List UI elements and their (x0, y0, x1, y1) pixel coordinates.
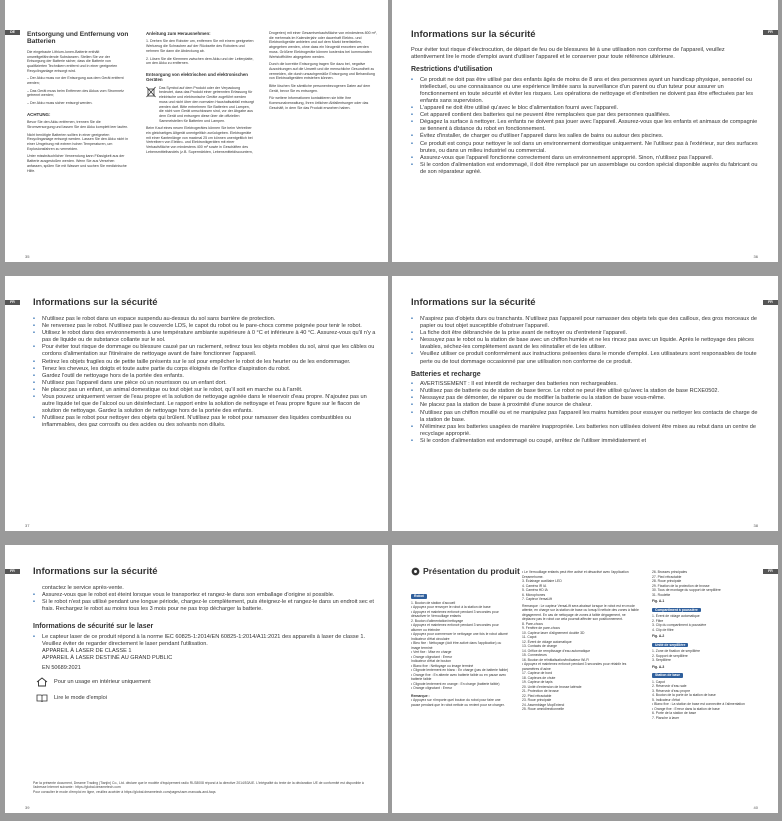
page-37 (5, 276, 388, 531)
crossed-bin-icon (146, 86, 156, 98)
page-title: Présentation du produit (423, 566, 520, 576)
indoor-text: Pour un usage en intérieur uniquement (54, 678, 151, 685)
list-item: 4. Clip de filtre (652, 627, 674, 632)
list-item: • Appuyez pour renvoyer le robot à la station de base (411, 605, 491, 609)
list-item: 2. Réservoir d'eau sale (652, 684, 687, 688)
list-item: • Appuyez sur n'importe quel bouton du robot pour faire une pause pendant que le robot nettoie ou revient pour se charger. (411, 698, 505, 707)
list-item: 5. Indicateur d'état (652, 697, 680, 702)
parts-column-3 (652, 570, 760, 720)
body-text (411, 316, 761, 445)
list-item: 7. Capteur VersaLift (522, 597, 552, 601)
subheading: ACHTUNG: (27, 111, 51, 117)
list-item: 3. Réservoir d'eau propre (652, 688, 691, 693)
body-text (411, 47, 759, 176)
list-item: • Tenez les cheveux, les doigts et toute autre partie du corps éloignés de l'orifice d'aspiration du robot. (33, 366, 378, 373)
page-number: 40 (753, 805, 758, 810)
list-item: • Orange clignotant : Erreur (411, 654, 453, 659)
list-item: 2. Bouton d'alimentation/nettoyage (411, 618, 464, 623)
list-item: • Orange clignotant : Erreur (411, 686, 453, 690)
list-item: 12. Évent de vidage automatique (522, 639, 572, 644)
list-item: 1. Capot (652, 679, 665, 684)
list-item: • Le capteur laser de ce produit répond à la norme IEC 60825-1:2014/EN 60825-1:2014/A11:2021 des appareils à laser de classe 1. Veuillez éviter de regarder directement le laser pendant l'utilisation. (33, 634, 378, 648)
list-item: 3. Clip du compartiment à poussière (652, 623, 707, 627)
section-header (411, 567, 521, 576)
subheading: Informations de sécurité sur le laser (33, 623, 154, 631)
list-item: • Clignote lentement en orange : En charge (batterie faible) (411, 681, 500, 686)
list-item: 19. Capteur de tapis (522, 680, 553, 684)
page-40 (392, 545, 778, 813)
subheading: Batteries et recharge (411, 370, 481, 378)
language-tab: FR (763, 30, 778, 35)
laser-standard: EN 50689:2021 (42, 665, 81, 672)
robot-vacuum-icon (411, 567, 420, 576)
parts-column-1 (411, 590, 509, 707)
list-item: 31. Roulette (652, 592, 671, 597)
figure-label: Fig. A-1 (652, 599, 665, 603)
list-item: 10. Capteur laser d'alignement double 3D (522, 630, 585, 635)
list-item: 16. Bouton de réinitialisation/indicateur Wi-Fi (522, 657, 590, 662)
list-item: Indicateur d'état de bouton (411, 659, 452, 663)
section-badge: Compartiment à poussière (652, 608, 701, 613)
list-item: • N'éliminez pas les batteries usagées de manière inappropriée. Les batteries non utilisées doivent être mises au rebut dans un centre de recyclage approprié. (411, 424, 761, 438)
list-item: • Le Verrouillage enfants peut être activé et désactivé avec l'application Dreamehome. (522, 570, 629, 579)
list-item: 6. Microphones (522, 592, 546, 597)
list-item: • Nessayez pas de démonter, de réparer ou de modifier la batterie ou la station de base vous-même. (411, 395, 761, 402)
page-38 (392, 276, 778, 531)
bullet-list (33, 634, 378, 648)
list-item: 29. Fixation de la protection de brosse (652, 583, 710, 588)
paragraph: – Der Akku muss vor der Entsorgung aus dem Gerät entfernt werden; (27, 76, 124, 86)
figure-label: Fig. A-3 (652, 664, 665, 669)
list-item: • Ce produit est conçu pour nettoyer le sol dans un environnement domestique uniquement. Ne l'utilisez pas à l'extérieur, sur des surfaces brutes, ou dans un milieu industriel ou commercial. (411, 141, 759, 155)
list-item: 30. Tous de montage du support de serpillière (652, 588, 721, 592)
language-tab: DE (5, 30, 20, 35)
text-column-2 (146, 31, 254, 158)
note-label: Remarque : (411, 693, 430, 698)
paragraph: Das Symbol auf dem Produkt oder der Verpackung bedeutet, dass das Produkt einer getrennten Erfassung für elektrische und elektronische Geräte zugeführt werden muss und nicht über den normalen Haushaltsabfall entsorgt werden darf. Bitte entnehmen Sie Batterien und Lampen, die nicht vom Gerät umschlossen sind, vor der Abgabe aus dem Gerät und entsorgen diese über die offiziellen Sammelstellen für Batterien und Lampen. (159, 85, 254, 123)
bullet-list (411, 316, 761, 366)
list-item: • Blanc fixe : Nettoyage ou image terminé (411, 663, 474, 668)
list-item: 1. Évent de vidage automatique (652, 614, 700, 618)
subheading: Anleitung zum Herausnehmen: (146, 31, 211, 36)
list-item: 9. Fenêtre de pare-chocs (522, 626, 560, 630)
list-item: 3. Éclairage auxiliaire LED (522, 579, 562, 583)
list-item: • L'appareil ne doit être utilisé qu'avec le bloc d'alimentation fourni avec l'appareil. (411, 105, 759, 112)
list-item: 21. Protection de brosse (522, 689, 559, 693)
list-item: 3. Serpillière (652, 658, 671, 662)
list-item: 25. Roue omnidirectionnelle (522, 707, 565, 711)
list-item: 13. Contacts de charge (522, 644, 558, 648)
language-tab: FR (5, 300, 20, 305)
list-item: 11. Capot (522, 635, 537, 639)
page-title: Informations sur la sécurité (411, 297, 536, 308)
subheading: Restrictions d'utilisation (411, 66, 493, 74)
list-item: • Orange fixe : Erreur dans la station de base (652, 706, 720, 711)
laser-class-label: APPAREIL À LASER DE CLASSE 1 (42, 648, 132, 655)
list-item: • Vert fixe : Mise en charge (411, 650, 452, 654)
paragraph: Bitte löschen Sie sämtliche personenbezogenen Daten auf dem Gerät, bevor Sie es entsorgen. (269, 84, 371, 93)
list-item: • Utilisez le robot dans des environnements à une température ambiante supérieure à 0 °C et inférieure à 40 °C. Assurez-vous qu'il n'y a pas de liquide ou de substance collante sur le sol. (33, 330, 378, 344)
paragraph: Beim Kauf eines neuen Elektrogerätes können Sie beim Vertreiber ein gleichartiges Altgerät unentgeltlich zurückgeben. Elektrogeräte mit einer Kantenlänge von maximal 25 cm können unentgeltlich bei Vertreibern von Elektro- und Elektronikgeräten mit einer Verkaufsfläche von mindestens 400 m² sowie in Geschäften des Lebensmittelhandels (z.B. Supermärkten, Lebensmitteldiscountern, (146, 126, 253, 154)
declaration-text: Par la présente document, Dreame Trading (Tianjin) Co., Ltd. déclare que le modèle d'équipement radio RLS8008 répond à la directive 2014/53/UE. L'intégralité du texte de la déclaration UE de conformité est disponible à l'adresse Internet suivante : https://global.dreametech.com (33, 781, 364, 790)
list-item: • Bleu fixe : Nettoyage (doit être activé dans l'application) ou image terminé (411, 641, 502, 650)
list-item: • N'utilisez pas de batterie ou de station de base tierce. Le robot ne peut être utilisé qu'avec la station de base RCXE0502. (411, 388, 761, 395)
page-number: 38 (753, 523, 758, 528)
list-item: 17. Capteur de bord (522, 671, 553, 675)
list-item: 5. Caméra HD IA (522, 588, 548, 592)
section-badge: Robot (411, 594, 427, 599)
page-36 (392, 0, 778, 262)
list-item: • AVERTISSEMENT : Il est interdit de recharger des batteries non rechargeables. (411, 381, 761, 388)
weee-block (146, 86, 254, 127)
paragraph: – Das Gerät muss beim Entfernen des Akkus vom Stromnetz getrennt werden; (27, 88, 124, 98)
page-number: 37 (25, 523, 30, 528)
manual-link-text: Pour consulter le mode d'emploi en ligne, veuillez accéder à https://global.dreametech.com/pages/user-manuals-and-faqs (33, 789, 216, 794)
list-item: • Assurez-vous que le robot est éteint lorsque vous le transportez et rangez-le dans son emballage d'origine si possible. (33, 592, 378, 599)
list-item: • Ne placez pas la station de base à proximité d'une source de chaleur. (411, 402, 761, 409)
list-item: Indicateur d'état circulaire (411, 636, 450, 641)
language-tab: FR (5, 569, 20, 574)
list-item: • Pour éviter tout risque de dommage ou blessure causé par un raclement, retirez tous les objets mobiles du sol, ainsi que les câbles ou cordons d'alimentation sur l'itinéraire de nettoyage avant de faire fonctionner l'appareil. (33, 344, 378, 358)
paragraph: Für weitere Informationen kontaktieren sie bitte Ihre Kommunalverwaltung, Ihren örtlichen Abfallentsorger oder das Geschäft, in dem Sie das Produkt erworben haben. (269, 96, 369, 110)
list-item: • N'utilisez pas le robot pour nettoyer des objets qui brûlent. N'utilisez pas le robot pour ramasser des liquides combustibles ou inflammables, des gaz corrosifs ou des acides ou des solvants non dilués. (33, 415, 378, 429)
list-item: 28. Roue principale (652, 579, 682, 583)
list-item: • Cet appareil contient des batteries qui ne peuvent être remplacées que par des personnes qualifiées. (411, 112, 759, 119)
paragraph: Durch die korrekte Entsorgung tragen Sie dazu bei, negative Auswirkungen auf die Umwelt und die menschliche Gesundheit zu vermeiden, die durch unsachgemäße Entsorgung und Behandlung von Elektroaltgeräten entstehen können. (269, 62, 375, 81)
bullet-list (411, 381, 761, 445)
paragraph: Die eingebaute Lithium-Ionen-Batterie enthält umweltgefährdende Substanzen. Stellen Sie vor der Entsorgung der Batterie sicher, dass die Batterie von qualifizierten Technikern entfernt und in einer geeigneten Recyclinganlage entsorgt wird. (27, 49, 118, 73)
list-item: • Vous pouvez uniquement verser de l'eau propre et la solution de nettoyage agréée dans le réservoir d'eau propre. N'ajoutez pas un autre liquide tel que de l'alcool ou un désinfectant. Le rapport entre la solution de nettoyage et l'eau propre figure sur le flacon de solution de nettoyage. Gardez la solution de nettoyage hors de la portée des enfants. (33, 394, 378, 415)
parts-column-2 (522, 570, 640, 712)
page-39 (5, 545, 388, 813)
list-item: 20. Unité d'extension de brosse latérale (522, 684, 582, 689)
list-item: • Orange fixe : En attente avec batterie faible ou en pause avec batterie faible (411, 672, 507, 681)
body-text (33, 585, 378, 703)
list-item: 6. Porte de la station de base (652, 711, 697, 715)
subheading: Entsorgung von elektrischen und elektronischen Geräten (146, 71, 248, 83)
manual-text: Lire le mode d'emploi (54, 694, 107, 701)
book-icon (36, 693, 48, 703)
list-item: • Veuillez utiliser ce produit conformément aux instructions présentes dans le monde d'emploi. Les utilisateurs sont responsables de toute perte ou de tout dommage occasionné par une utilisation non conforme de ce produit. (411, 351, 761, 365)
list-item: • Appuyez et maintenez enfoncé pendant 3 secondes pour allumer ou éteindre (411, 623, 499, 632)
list-item: 14. Orifice de remplissage d'eau automatique (522, 648, 591, 653)
list-item: 26. Brosses principales (652, 570, 688, 574)
text-column-1 (27, 31, 129, 176)
list-item: • La fiche doit être débranchée de la prise avant de nettoyer ou d'entretenir l'appareil. (411, 330, 761, 337)
list-item: 27. Pied rétractable (652, 574, 682, 579)
language-tab: FR (763, 300, 778, 305)
section-badge: Unité de serpillière (652, 643, 688, 648)
list-item: • N'aspirez pas d'objets durs ou tranchants. N'utilisez pas l'appareil pour ramasser des objets tels que des cailloux, des gros morceaux de papier ou tout objet susceptible d'obstruer l'appareil. (411, 316, 761, 330)
language-tab: FR (763, 569, 778, 574)
list-item: • Ce produit ne doit pas être utilisé par des enfants âgés de moins de 8 ans et des personnes ayant un handicap physique, sensoriel ou intellectuel, ou une connaissance ou une expérience limitée sans la surveillance d'un parent ou d'un tuteur pour assurer un fonctionnement en toute sécurité et éviter les risques. Les opérations de nettoyage et d'entretien ne doivent pas être effectuées par les enfants sans supervision. (411, 77, 759, 105)
list-item: • Évitez d'installer, de charger ou d'utiliser l'appareil dans les salles de bains ou autour des piscines. (411, 133, 759, 140)
list-item: • Dégagez la surface à nettoyer. Les enfants ne doivent pas jouer avec l'appareil. Assurez-vous que les enfants et animaux de compagnie se tiennent à distance du robot en fonctionnement. (411, 119, 759, 133)
list-item: 4. Bouton de la porte de la station de base (652, 693, 716, 697)
text-column-3 (269, 31, 379, 114)
paragraph: Unter missbräuchlicher Verwendung kann Flüssigkeit aus der Batterie ausgestoßen werden. Wenn Sie aus Versehen anfassen, spülen Sie mit Wasser und suchen Sie medizinische Hilfe. (27, 154, 127, 173)
page-title: Informations sur la sécurité (411, 29, 536, 40)
list-item: 1. Zone de fixation de serpillière (652, 649, 701, 653)
house-icon (36, 677, 48, 687)
bullet-list (411, 77, 759, 176)
page-number: 39 (25, 805, 30, 810)
list-item: • Gardez l'outil de nettoyage hors de la portée des enfants. (33, 373, 378, 380)
list-item: • N'utilisez pas le robot dans un espace suspendu au-dessus du sol sans barrière de protection. (33, 316, 378, 323)
list-item: • N'utilisez pas un chiffon mouillé ou et ne manipulez pas l'appareil les mains humides pour essuyer ou nettoyer les contacts de charge de la station de base. (411, 410, 761, 424)
list-item: • Ne renversez pas le robot. N'utilisez pas le couvercle LDS, le capot du robot ou le pare-chocs comme poignée pour tenir le robot. (33, 323, 378, 330)
laser-labels (33, 648, 378, 672)
paragraph: – Der Akku muss sicher entsorgt werden. (27, 101, 93, 106)
page-number: 36 (753, 254, 758, 259)
list-item: • Appuyez et maintenez enfoncé pendant 3 secondes pour désactiver le Verrouillage enfants (411, 609, 499, 618)
paragraph: Nicht benötigte Batterien sollten in einer geeigneten Recyclinganlage entsorgt werden. Lassen Sie den Akku nicht in einer Umgebung mit extrem hohen Temperaturen, um Explosionsfahren zu vermeiden. (27, 132, 129, 151)
list-item: 7. Planche à laver (652, 715, 680, 720)
figure-label: Fig. A-2 (652, 634, 665, 638)
footer-notes (33, 781, 378, 794)
paragraph: 2. Lösen Sie die Klemmen zwischen dem Akku und der Leiterplatte, um den Akku zu entfernen. (146, 56, 254, 66)
list-item: • Si le cordon d'alimentation est endommagé, il doit être remplacé par un assemblage ou cordon spécial disponible auprès du fabricant ou de son réparateur agréé. (411, 162, 759, 176)
section-title: Entsorgung und Entfernung von Batterien (27, 31, 129, 46)
paragraph: contactez le service après-vente. (42, 585, 124, 591)
page-number: 35 (25, 254, 30, 259)
list-item: • Clignote lentement en blanc : En charge (pas de batterie faible) (411, 668, 509, 672)
list-item: • Blanc fixe : La station de base est connectée à l'alimentation (652, 702, 745, 706)
bullet-list (33, 316, 378, 430)
body-text (33, 316, 378, 430)
paragraph: Drogerien) mit einer Gesamtverkaufsfläche von mindestens 800 m², die mehrmals im Kalenderjahr oder dauerhaft Elektro- und Elektronikgeräte anbieten und auf dem Markt bereitstellen, abgegeben werden, ohne dass ein Neugerät erworben werden muss. Größere Elektrogeräte können kostenlos bei kommunalen Wertstoffhöfen abgegeben werden. (269, 31, 377, 59)
list-item: 1. Bouton de station d'accueil (411, 600, 456, 605)
list-item: • Retirez les objets fragiles ou de petite taille présents sur le sol pour empêcher le robot de les heurter ou de les endommager. (33, 359, 378, 366)
section-badge: Station de base (652, 673, 683, 678)
manual-notice (33, 693, 378, 703)
laser-class-label: APPAREIL À LASER DESTINÉ AU GRAND PUBLIC (42, 655, 173, 662)
list-item: • Si le cordon d'alimentation est endommagé ou coupé, arrêtez de l'utiliser immédiatement et (411, 438, 761, 445)
list-item: • Assurez-vous que l'appareil fonctionne correctement dans un environnement approprié. Sinon, n'utilisez pas l'appareil. (411, 155, 759, 162)
list-item: • Nessuyez pas le robot ou la station de base avec un chiffon humide et ne les rincez pas avec un liquide. Après le nettoyage des pièces lavables, séchez-les complètement avant de les réinstaller et de les utiliser. (411, 337, 761, 351)
list-item: 4. Caméra IR IA (522, 583, 547, 588)
list-item: 24. Assemblage MopExtend (522, 702, 565, 707)
note-text: Remarque : Le capteur VersaLift sera abaissé lorsque le robot est en mode attente, en charge sur la station de base ou lorsqu'il nettoie des zones à faible dégagement. En cas de nettoyage de zones à faible dégagement, ne déplacez pas le robot car cela pourrait affecter son positionnement. (522, 603, 639, 621)
list-item: 15. Connecteurs (522, 653, 547, 657)
paragraph: 1. Drehen Sie den Roboter um, entfernen Sie mit einem geeigneten Werkzeug die Schrauben auf der Rückseite des Roboters und nehmen Sie dann die Abdeckung ab. (146, 39, 254, 53)
list-item: 22. Pied rétractable (522, 693, 552, 698)
list-item: • N'utilisez pas l'appareil dans une pièce où un nourrisson ou un enfant dort. (33, 380, 378, 387)
list-item: • Appuyez pour commencer le nettoyage une fois le robot allumé (411, 632, 508, 636)
page-title: Informations sur la sécurité (33, 297, 158, 308)
list-item: • Appuyez et maintenez enfoncé pendant 3 secondes pour rétablir les paramètres d'usine (522, 662, 627, 671)
list-item: • Ne placez pas un enfant, un animal domestique ou tout objet sur le robot, qu'il soit en marche ou à l'arrêt. (33, 387, 378, 394)
list-item: 2. Filtre (652, 618, 664, 623)
list-item: 8. Pare-chocs (522, 621, 543, 626)
list-item: 23. Roue principale (522, 698, 552, 702)
list-item: • Si le robot n'est pas utilisé pendant une longue période, chargez-le complètement, puis éteignez-le et rangez-le dans un endroit sec et frais. Rechargez le robot au moins tous les 3 mois pour ne pas trop décharger la batterie. (33, 599, 378, 613)
intro-paragraph: Pour éviter tout risque d'électrocution, de départ de feu ou de blessures lié à une utilisation non conforme de l'appareil, veuillez attentivement lire le mode d'emploi avant d'utiliser l'appareil et le conserver pour toute référence ultérieure. (411, 47, 725, 61)
page-35 (5, 0, 388, 262)
page-title: Informations sur la sécurité (33, 566, 158, 577)
list-item: 2. Support de serpillière (652, 653, 688, 658)
indoor-notice (33, 677, 378, 687)
bullet-list (33, 592, 378, 613)
list-item: 18. Capteurs de chute (522, 675, 556, 680)
paragraph: Bevor Sie den Akku entfernen, trennen Sie die Stromversorgung und lassen Sie den Akku komplett leer laufen. (27, 120, 129, 129)
